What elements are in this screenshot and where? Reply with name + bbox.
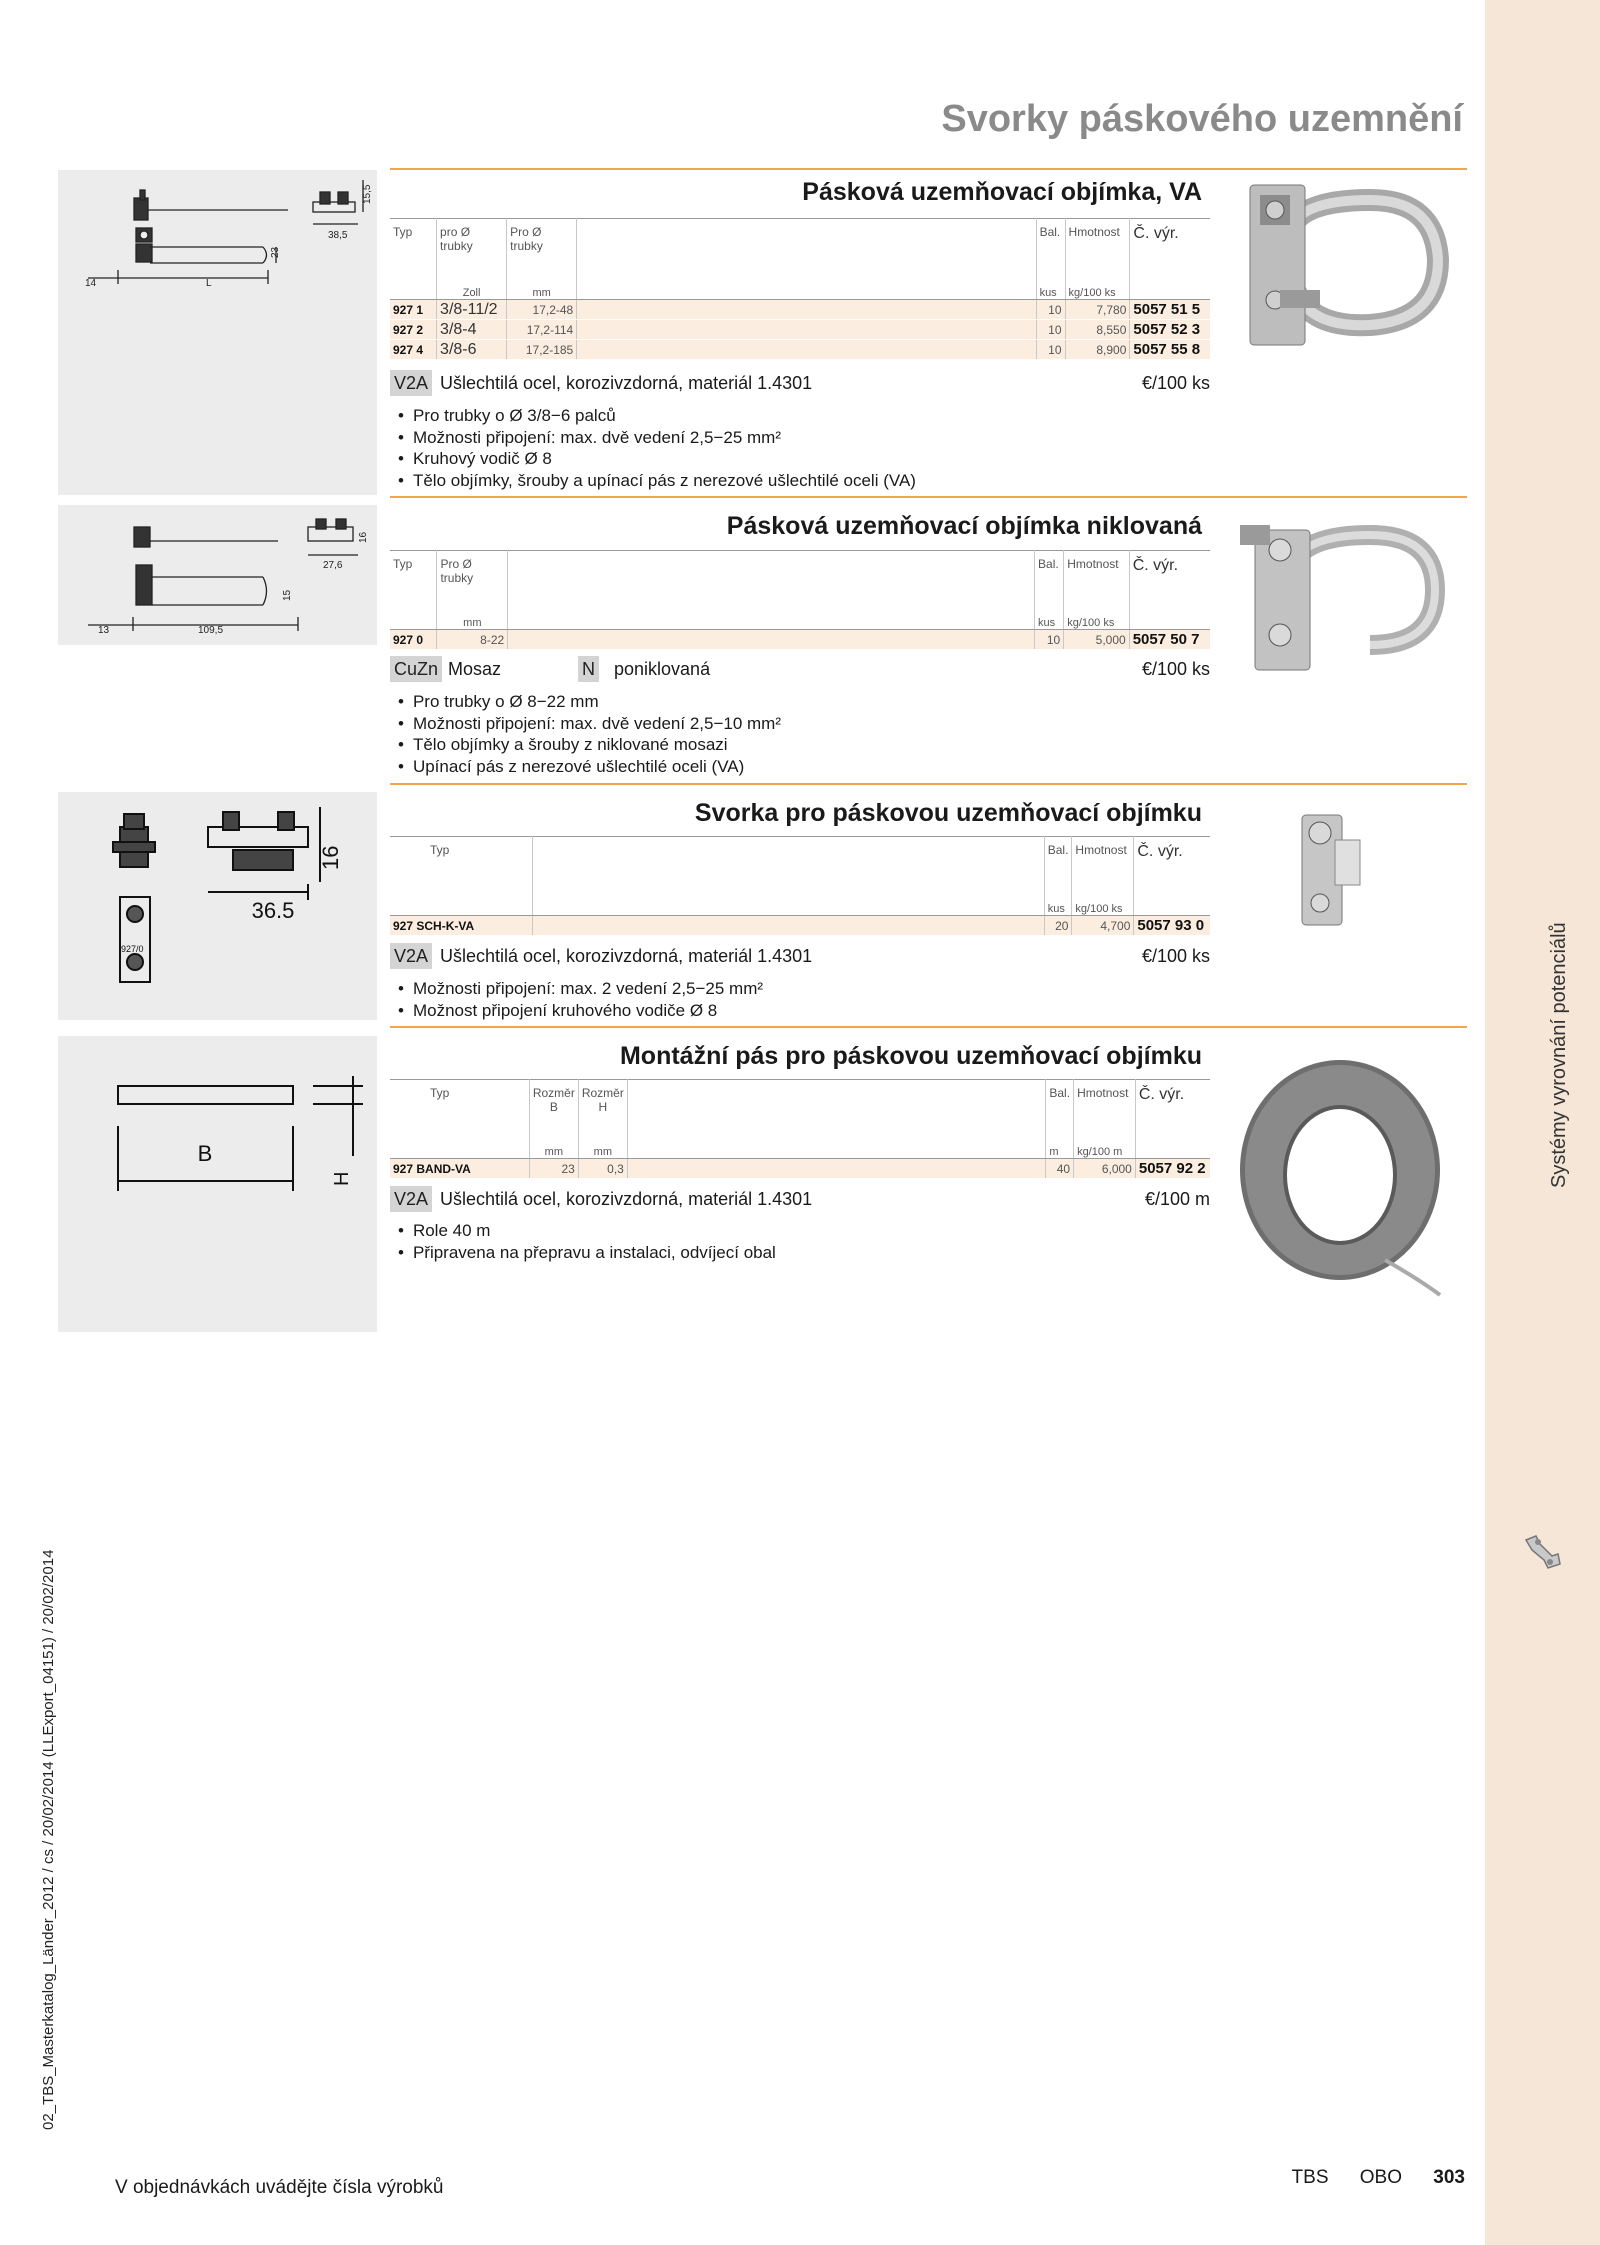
product-table (390, 836, 1210, 936)
col-header: Typ (430, 843, 450, 857)
section-title: Pásková uzemňovací objímka niklovaná (726, 512, 1202, 540)
col-header: Bal. (1036, 219, 1065, 284)
dimension-label: 27,6 (323, 560, 343, 571)
list-item: • Připravena na přepravu a instalaci, odvíjecí obal (398, 1242, 776, 1264)
list-item: • Tělo objímky, šrouby a upínací pás z nerezové ušlechtilé oceli (VA) (398, 470, 916, 492)
material-badge: CuZn (390, 656, 442, 682)
col-header: Č. výr. (1129, 551, 1210, 614)
col-header: Typ (430, 1086, 450, 1100)
footer-company: OBO (1359, 2167, 1403, 2188)
product-photo (1220, 795, 1460, 935)
col-header: Hmotnost (1064, 551, 1129, 614)
section-title: Montážní pás pro páskovou uzemňovací objímku (619, 1042, 1202, 1070)
col-header: Bal. (1044, 837, 1072, 900)
feature-list (398, 405, 916, 491)
product-table (390, 1079, 1210, 1179)
list-item: • Možnost připojení kruhového vodiče Ø 8 (398, 1000, 763, 1022)
product-photo (1220, 1050, 1460, 1305)
list-item: • Pro trubky o Ø 8−22 mm (398, 691, 781, 713)
technical-drawing (58, 170, 377, 495)
product-table (390, 550, 1210, 650)
dimension-label: H (331, 1171, 353, 1186)
page-title: Svorky páskového uzemnění (941, 98, 1463, 140)
col-header: Č. výr. (1130, 219, 1210, 284)
list-item: • Možnosti připojení: max. dvě vedení 2,5−25 mm² (398, 427, 916, 449)
table-row: 927 0 8-22 10 5,000 5057 50 7 (390, 630, 1210, 650)
list-item: • Role 40 m (398, 1220, 776, 1242)
dimension-label: 23 (270, 246, 281, 258)
table-row: 927 SCH-K-VA 20 4,700 5057 93 0 (390, 916, 1210, 936)
table-header (390, 551, 1210, 614)
product-photo (1220, 170, 1460, 370)
col-header: Bal. (1035, 551, 1064, 614)
col-header: Pro Ø trubky (437, 551, 508, 614)
list-item: • Tělo objímky a šrouby z niklované mosazi (398, 734, 781, 756)
dimension-label: 14 (85, 278, 97, 289)
material-badge: V2A (390, 1186, 432, 1212)
technical-drawing (58, 505, 377, 645)
col-header: Rozměr H (578, 1080, 627, 1143)
col-header: Rozměr B (529, 1080, 578, 1143)
list-item: • Upínací pás z nerezové ušlechtilé oceli (VA) (398, 756, 781, 778)
col-header: Pro Ø trubky (507, 219, 577, 284)
table-units: Zoll mm kus kg/100 ks (390, 283, 1210, 300)
feature-list (398, 691, 781, 777)
material-line (390, 1186, 1210, 1214)
section-title: Pásková uzemňovací objímka, VA (802, 178, 1202, 206)
material-badge: V2A (390, 370, 432, 396)
table-header (390, 219, 1210, 284)
dimension-label: 36.5 (251, 898, 295, 923)
table-header (390, 837, 1210, 900)
footer-brand: TBS (1291, 2167, 1329, 2188)
material-text: Ušlechtilá ocel, korozivzdorná, materiál 1.4301 (440, 946, 813, 966)
col-header: Hmotnost (1072, 837, 1134, 900)
material-text: Ušlechtilá ocel, korozivzdorná, materiál 1.4301 (440, 373, 813, 393)
clamp-icon (1518, 1530, 1566, 1578)
material-line (390, 370, 1210, 398)
material-line (390, 943, 1210, 971)
col-header: Typ (393, 557, 413, 571)
price-unit: €/100 ks (1141, 373, 1210, 393)
dimension-label: 16 (358, 531, 369, 543)
feature-list (398, 978, 763, 1021)
footer-note: V objednávkách uvádějte čísla výrobků (115, 2177, 444, 2198)
material-badge: V2A (390, 943, 432, 969)
dimension-label: 38,5 (328, 230, 348, 241)
section-title: Svorka pro páskovou uzemňovací objímku (694, 799, 1202, 827)
page-number: 303 (1433, 2167, 1465, 2188)
material-text: Ušlechtilá ocel, korozivzdorná, materiál 1.4301 (440, 1189, 813, 1209)
section-divider (390, 496, 1467, 498)
table-row: 927 4 3/8-6 17,2-185 10 8,900 5057 55 8 (390, 340, 1210, 360)
dimension-label: L (206, 278, 212, 289)
dimension-label: 109,5 (198, 625, 224, 636)
list-item: • Kruhový vodič Ø 8 (398, 448, 916, 470)
dimension-label: 927/0 (121, 944, 144, 954)
table-units: mm mm m kg/100 m (390, 1142, 1210, 1159)
product-photo (1220, 510, 1460, 695)
col-header: Hmotnost (1065, 219, 1130, 284)
list-item: • Možnosti připojení: max. 2 vedení 2,5−25 mm² (398, 978, 763, 1000)
section-divider (390, 783, 1467, 785)
table-header (390, 1080, 1210, 1143)
material-line (390, 656, 1210, 684)
col-header: Typ (393, 225, 413, 239)
list-item: • Pro trubky o Ø 3/8−6 palců (398, 405, 916, 427)
product-table (390, 218, 1210, 360)
dimension-label: 13 (98, 625, 110, 636)
table-row: 927 1 3/8-11/2 17,2-48 10 7,780 5057 51 5 (390, 300, 1210, 320)
table-units: mm kus kg/100 ks (390, 613, 1210, 630)
chapter-sidebar (1485, 0, 1600, 2245)
finish-text: poniklovaná (614, 659, 711, 679)
col-header: Č. výr. (1134, 837, 1210, 900)
technical-drawing (58, 792, 377, 1020)
dimension-label: 15 (282, 589, 293, 601)
list-item: • Možnosti připojení: max. dvě vedení 2,5−10 mm² (398, 713, 781, 735)
col-header: Č. výr. (1135, 1080, 1210, 1143)
print-code: 02_TBS_Masterkatalog_Länder_2012 / cs / 20/02/2014 (LLExport_04151) / 20/02/2014 (40, 1549, 57, 2130)
table-row: 927 2 3/8-4 17,2-114 10 8,550 5057 52 3 (390, 320, 1210, 340)
dimension-label: 16 (318, 845, 343, 870)
material-text: Mosaz (448, 659, 502, 679)
price-unit: €/100 ks (1141, 946, 1210, 966)
dimension-label: B (197, 1141, 213, 1166)
table-units: kus kg/100 ks (390, 899, 1210, 916)
table-row: 927 BAND-VA 23 0,3 40 6,000 5057 92 2 (390, 1159, 1210, 1179)
col-header: pro Ø trubky (437, 219, 507, 284)
finish-badge: N (578, 656, 599, 682)
chapter-label: Systémy vyrovnání potenciálů (1548, 922, 1570, 1188)
technical-drawing (58, 1036, 377, 1332)
col-header: Hmotnost (1074, 1080, 1136, 1143)
price-unit: €/100 m (1144, 1189, 1210, 1209)
feature-list (398, 1220, 776, 1263)
section-divider (390, 1026, 1467, 1028)
dimension-label: 15,5 (362, 184, 373, 204)
col-header: Bal. (1046, 1080, 1074, 1143)
footer-info (1266, 2167, 1465, 2189)
price-unit: €/100 ks (1141, 659, 1210, 679)
